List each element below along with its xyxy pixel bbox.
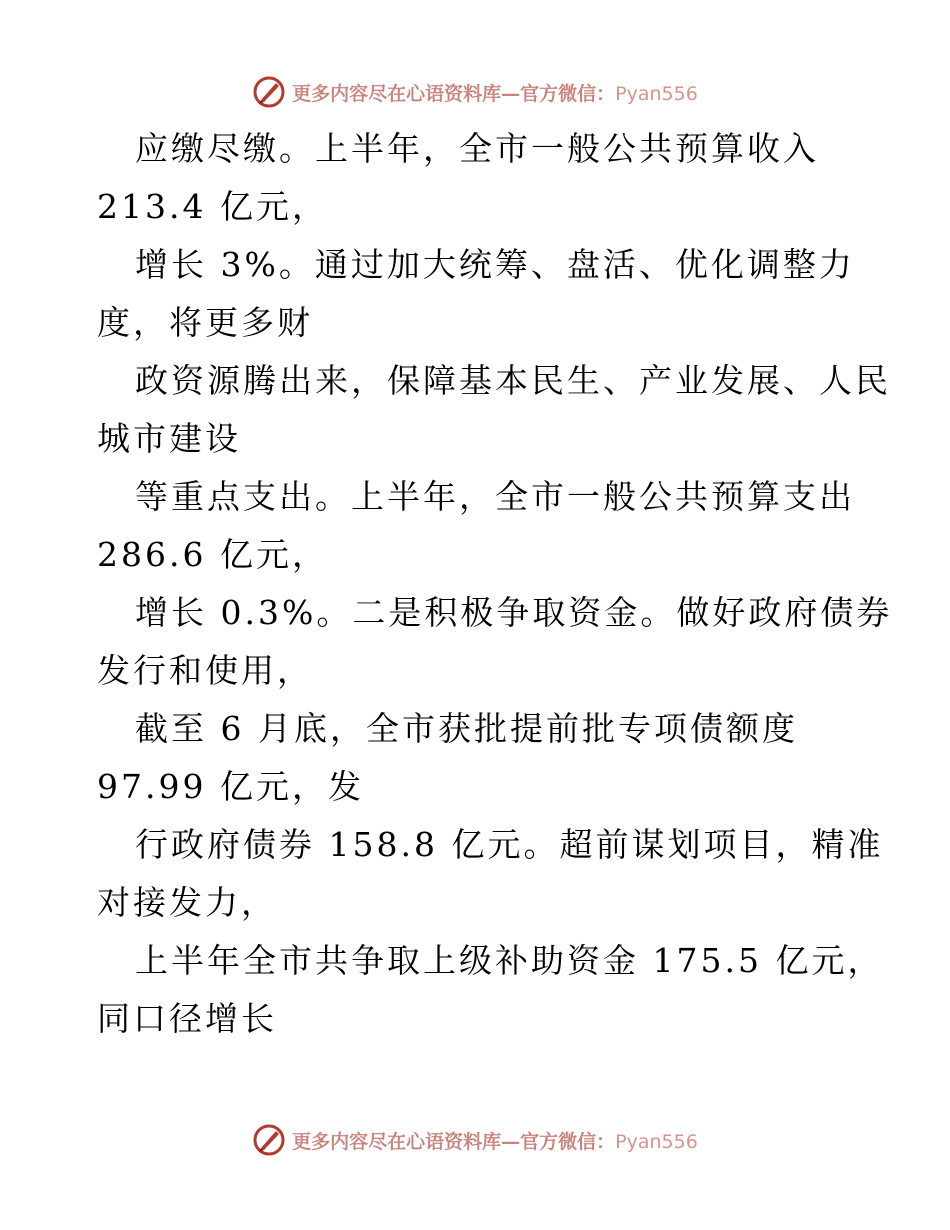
text-line: 截至 6 月底，全市获批提前批专项债额度 xyxy=(135,709,798,748)
text-line: 发行和使用， xyxy=(97,651,313,690)
text-line: 增长 0.3%。二是积极争取资金。做好政府债券 xyxy=(135,593,893,632)
text-line: 对接发力， xyxy=(97,883,277,922)
footer-banner-text xyxy=(292,1127,698,1154)
header-banner-label: 更多内容尽在心语资料库—官方微信： xyxy=(292,82,616,105)
quill-pen-logo-icon xyxy=(252,1123,286,1157)
header-banner xyxy=(0,72,950,112)
text-line: 增长 3%。通过加大统筹、盘活、优化调整力 xyxy=(135,245,855,284)
text-line: 度，将更多财 xyxy=(97,303,313,342)
header-wechat-id: Pyan556 xyxy=(615,82,698,105)
text-line: 行政府债券 158.8 亿元。超前谋划项目，精准 xyxy=(135,825,884,864)
header-banner-text xyxy=(292,79,698,106)
footer-banner xyxy=(0,1120,950,1160)
document-body xyxy=(97,120,893,1048)
text-line: 上半年全市共争取上级补助资金 175.5 亿元， xyxy=(135,941,884,980)
text-line: 97.99 亿元，发 xyxy=(97,767,364,806)
footer-wechat-id: Pyan556 xyxy=(615,1130,698,1153)
text-line: 政资源腾出来，保障基本民生、产业发展、人民 xyxy=(135,361,891,400)
text-line: 286.6 亿元， xyxy=(97,535,328,574)
text-line: 213.4 亿元， xyxy=(97,187,328,226)
quill-pen-logo-icon xyxy=(252,75,286,109)
footer-banner-label: 更多内容尽在心语资料库—官方微信： xyxy=(292,1130,616,1153)
text-line: 同口径增长 xyxy=(97,999,277,1038)
text-line: 城市建设 xyxy=(97,419,241,458)
text-line: 等重点支出。上半年，全市一般公共预算支出 xyxy=(135,477,855,516)
text-line: 应缴尽缴。上半年，全市一般公共预算收入 xyxy=(135,129,819,168)
